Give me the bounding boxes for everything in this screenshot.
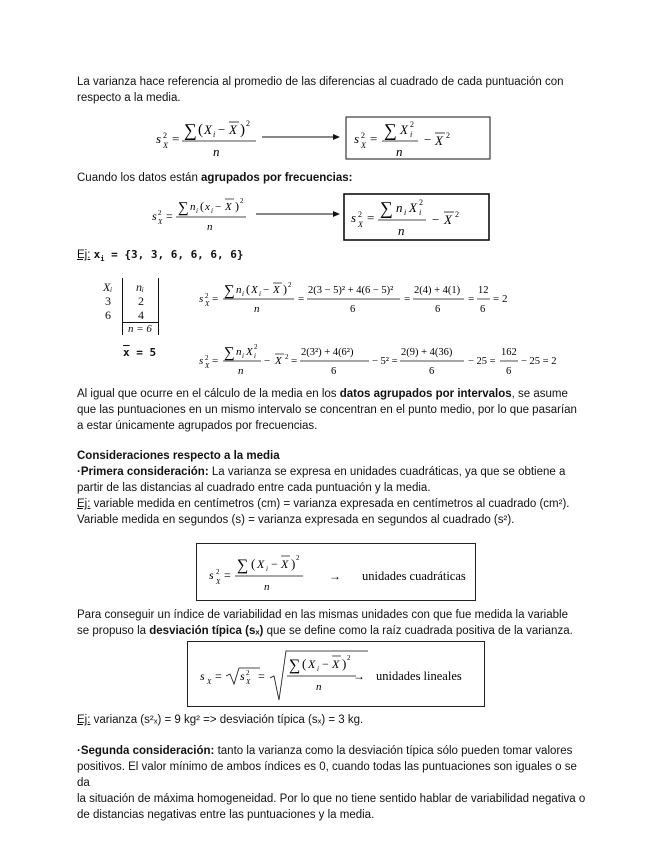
std-dev-box <box>187 641 485 707</box>
svg-text:s: s <box>152 209 157 223</box>
svg-text:2: 2 <box>216 568 220 576</box>
second-consideration-text: tanto la varianza como la desviación típica sólo pueden tomar valores <box>214 745 573 757</box>
intro-line: La varianza hace referencia al promedio de las diferencias al cuadrado de cada puntuación con <box>77 76 564 88</box>
svg-text:2: 2 <box>446 131 450 140</box>
svg-text:X: X <box>246 346 253 358</box>
svg-text:2: 2 <box>455 210 459 219</box>
svg-text:s: s <box>354 131 360 146</box>
mean-result <box>123 346 156 359</box>
svg-text:2: 2 <box>285 353 289 361</box>
example-variable-subscript: i <box>100 255 105 264</box>
svg-text:=: = <box>291 355 298 367</box>
svg-text:=: = <box>258 669 265 683</box>
svg-text:∑: ∑ <box>384 120 397 140</box>
svg-text:−: − <box>432 212 440 227</box>
svg-text:=: = <box>370 131 378 146</box>
example-prefix: Ej: <box>77 498 91 510</box>
svg-text:X: X <box>251 284 258 296</box>
svg-text:−: − <box>271 557 278 571</box>
svg-text:−: − <box>218 122 226 137</box>
example-prefix: Ej: <box>77 249 91 261</box>
svg-text:X: X <box>163 141 168 150</box>
units-linear-label: unidades lineales <box>376 669 462 683</box>
svg-text:i: i <box>404 208 407 217</box>
svg-text:s: s <box>156 131 162 146</box>
svg-text:i: i <box>242 352 244 360</box>
svg-text:X: X <box>275 355 282 367</box>
svg-text:i: i <box>213 130 216 139</box>
svg-text:s: s <box>209 568 214 582</box>
svg-text:−: − <box>322 657 329 671</box>
svg-text:X: X <box>257 557 265 571</box>
std-dev-text-end: que se define como la raíz cuadrada positiva de la varianza. <box>263 625 573 637</box>
svg-text:2: 2 <box>361 131 365 140</box>
svg-text:=: = <box>212 355 219 367</box>
svg-text:n: n <box>207 221 213 233</box>
variance-units-box <box>196 543 476 601</box>
svg-text:2: 2 <box>347 654 351 662</box>
calc2-term: − 5² = <box>372 356 398 367</box>
std-dev-bold: desviación típica (sₓ) <box>149 625 264 637</box>
svg-text:s: s <box>240 669 245 683</box>
svg-text:X: X <box>229 122 237 137</box>
svg-text:X: X <box>358 220 363 229</box>
calc2-result: − 25 = 2 <box>521 356 557 367</box>
calc1-denominator: 6 <box>350 304 356 315</box>
svg-text:X: X <box>400 122 408 137</box>
svg-text:∑: ∑ <box>224 345 235 361</box>
calc1-denominator-3: 6 <box>480 304 486 315</box>
example-seconds-text: Variable medida en segundos (s) = varianza expresada en segundos al cuadrado (s²). <box>77 514 515 526</box>
svg-text:→: → <box>329 569 341 583</box>
svg-text:i: i <box>254 352 256 360</box>
svg-text:n: n <box>238 365 244 377</box>
frequency-table <box>98 278 178 338</box>
svg-text:): ) <box>240 122 245 138</box>
svg-text:=: = <box>367 210 375 225</box>
calc1-numerator: 2(3 − 5)² + 4(6 − 5)² <box>308 285 394 296</box>
svg-text:∑: ∑ <box>184 120 197 140</box>
svg-text:(: ( <box>200 199 204 213</box>
variance-computational-formula <box>354 120 450 159</box>
example-kg-text: varianza (s²ₓ) = 9 kg² => desviación típica (sₓ) = 3 kg. <box>90 714 364 726</box>
variance-definition-formula <box>156 119 256 159</box>
svg-text:n: n <box>254 303 260 315</box>
intervals-text-end: , se asume <box>511 388 568 400</box>
svg-text:n: n <box>236 284 242 296</box>
frequencies-bold: agrupados por frecuencias: <box>201 172 353 184</box>
frequency-variance-formula-figure <box>148 192 578 244</box>
arrow-head <box>333 134 340 140</box>
svg-text:s: s <box>200 669 205 683</box>
intro-paragraph <box>77 74 592 106</box>
svg-text:=: = <box>224 568 231 582</box>
second-consideration-line: de distancias negativas entre las puntuaciones y la media. <box>77 809 375 821</box>
svg-text:−: − <box>264 355 271 367</box>
calc2-denominator: 6 <box>331 366 337 377</box>
calc2-numerator-2: 2(9) + 4(36) <box>401 347 453 358</box>
svg-text:s: s <box>199 293 204 305</box>
calc2-numerator: 2(3²) + 4(6²) <box>301 347 354 358</box>
svg-text:i: i <box>419 208 422 217</box>
svg-text:2: 2 <box>246 669 250 677</box>
arrow-head <box>333 211 340 217</box>
svg-text:): ) <box>235 199 239 213</box>
intervals-text: Al igual que ocurre en el cálculo de la media en los <box>77 388 340 400</box>
example-header <box>77 247 592 267</box>
svg-text:=: = <box>166 209 173 223</box>
units-squared-label: unidades cuadráticas <box>362 569 466 583</box>
svg-text:n: n <box>396 200 403 215</box>
svg-text:2: 2 <box>358 210 362 219</box>
example-prefix: Ej: <box>77 714 91 726</box>
table-total: n = 6 <box>128 323 152 335</box>
svg-text:(: ( <box>302 656 307 671</box>
svg-text:X: X <box>435 133 443 148</box>
svg-text:n: n <box>236 346 242 358</box>
svg-text:(: ( <box>198 122 203 138</box>
considerations-title: Consideraciones respecto a la media <box>77 450 280 462</box>
table-cell-x: 6 <box>105 308 111 322</box>
second-consideration-line: positivos. El valor mínimo de ambos índices es 0, cuando todas las puntuaciones son iguales o se da <box>77 761 577 789</box>
svg-text:X: X <box>207 678 212 686</box>
svg-text:X: X <box>332 657 340 671</box>
calc1-numerator-2: 2(4) + 4(1) <box>414 285 461 296</box>
svg-text:−: − <box>263 284 270 296</box>
first-consideration-label: ·Primera consideración: <box>77 466 209 478</box>
svg-text:∑: ∑ <box>224 283 235 299</box>
svg-text:=: = <box>404 293 411 305</box>
svg-text:i: i <box>266 565 268 573</box>
svg-text:i: i <box>196 207 198 215</box>
svg-text:i: i <box>317 665 319 673</box>
second-consideration <box>77 743 592 823</box>
example-values: = {3, 3, 6, 6, 6, 6} <box>111 248 244 261</box>
svg-text:X: X <box>409 200 417 215</box>
example-cm-text: variable medida en centímetros (cm) = varianza expresada en centímetros al cuadrado (cm²). <box>90 498 570 510</box>
svg-text:−: − <box>215 201 222 213</box>
second-consideration-label: ·Segunda consideración: <box>77 745 215 757</box>
svg-text:2: 2 <box>254 343 258 351</box>
svg-text:X: X <box>205 300 210 308</box>
frequency-computational-formula <box>351 198 459 238</box>
svg-text:2: 2 <box>163 131 167 140</box>
variance-formula-figure <box>150 114 580 164</box>
calc1-numerator-3: 12 <box>478 285 489 296</box>
svg-text:(: ( <box>246 282 250 296</box>
svg-text:X: X <box>225 201 232 213</box>
svg-text:X: X <box>273 284 280 296</box>
svg-text:n: n <box>264 581 270 593</box>
example-kg <box>77 712 592 728</box>
std-dev-text: se propuso la <box>77 625 150 637</box>
frequency-definition-formula <box>152 197 246 233</box>
intervals-paragraph <box>77 386 592 434</box>
mean-symbol: $\overline{x}$ <box>123 346 130 359</box>
svg-text:s: s <box>351 210 357 225</box>
table-header-n: nᵢ <box>136 280 144 294</box>
intervals-line: que las puntuaciones en un mismo intervalo se concentran en el punto medio, por lo que pasarían <box>77 404 577 416</box>
calc2-term-2: − 25 = <box>468 356 496 367</box>
std-dev-line: Para conseguir un índice de variabilidad en las mismas unidades con que fue medida la variable <box>77 609 568 621</box>
calc2-denominator-2: 6 <box>429 366 435 377</box>
svg-text:2: 2 <box>410 120 414 129</box>
considerations-section <box>77 448 592 528</box>
calc2-denominator-3: 6 <box>506 366 512 377</box>
intervals-line: a estar únicamente agrupados por frecuencias. <box>77 420 318 432</box>
svg-text:2: 2 <box>205 354 209 362</box>
frequencies-text: Cuando los datos están <box>77 172 202 184</box>
svg-text:n: n <box>316 681 322 693</box>
svg-text:n: n <box>396 144 403 159</box>
calc2-numerator-3: 162 <box>501 347 517 358</box>
svg-text:X: X <box>308 657 316 671</box>
svg-text:=: = <box>212 293 219 305</box>
svg-text:): ) <box>342 656 347 671</box>
svg-text:X: X <box>361 141 366 150</box>
svg-text:X: X <box>205 362 210 370</box>
first-consideration-line: partir de las distancias al cuadrado entre cada puntuación y la media. <box>77 482 431 494</box>
table-cell-n: 4 <box>138 308 144 322</box>
svg-text:2: 2 <box>419 198 423 207</box>
svg-text:=: = <box>468 293 475 305</box>
svg-text:2: 2 <box>288 281 292 289</box>
svg-text:2: 2 <box>296 554 300 562</box>
svg-text:): ) <box>291 556 296 571</box>
svg-text:i: i <box>410 130 413 139</box>
table-header-x: Xᵢ <box>103 280 113 294</box>
example-calculation-2 <box>196 340 562 380</box>
svg-text:2: 2 <box>240 197 244 205</box>
intervals-bold: datos agrupados por intervalos <box>339 388 512 400</box>
svg-text:∑: ∑ <box>178 200 189 216</box>
first-consideration-text: La varianza se expresa en unidades cuadráticas, ya que se obtiene a <box>208 466 566 478</box>
svg-text:i: i <box>242 290 244 298</box>
svg-text:X: X <box>246 678 251 686</box>
svg-text:X: X <box>281 557 289 571</box>
denominator-n: n <box>213 144 220 159</box>
svg-text:i: i <box>211 207 213 215</box>
svg-text:(: ( <box>251 556 256 571</box>
svg-text:i: i <box>259 290 261 298</box>
svg-text:n: n <box>398 223 405 238</box>
table-cell-x: 3 <box>105 294 111 308</box>
svg-text:s: s <box>199 355 204 367</box>
svg-text:∑: ∑ <box>380 198 393 218</box>
svg-text:=: = <box>215 669 222 683</box>
example-variable: x <box>93 248 101 261</box>
formula-box <box>346 117 490 159</box>
svg-text:n: n <box>190 201 196 213</box>
svg-text:x: x <box>205 201 210 213</box>
svg-text:∑: ∑ <box>237 557 249 574</box>
calc1-result: = 2 <box>493 293 508 305</box>
svg-text:): ) <box>283 282 287 296</box>
calc1-denominator-2: 6 <box>435 304 441 315</box>
frequencies-heading <box>77 170 592 186</box>
second-consideration-line: la situación de máxima homogeneidad. Por lo que no tiene sentido hablar de variabilidad negativa o <box>77 793 586 805</box>
svg-text:=: = <box>298 293 305 305</box>
table-cell-n: 2 <box>138 294 144 308</box>
intro-line: respecto a la media. <box>77 92 181 104</box>
svg-text:2: 2 <box>205 292 209 300</box>
svg-text:2: 2 <box>246 119 250 128</box>
svg-text:2: 2 <box>158 209 162 217</box>
svg-text:→: → <box>353 669 365 683</box>
svg-text:X: X <box>216 578 221 586</box>
svg-text:X: X <box>158 218 163 226</box>
svg-text:∑: ∑ <box>289 657 301 674</box>
svg-text:−: − <box>424 132 432 147</box>
svg-text:X: X <box>444 212 452 227</box>
svg-text:X: X <box>204 122 212 137</box>
std-dev-paragraph <box>77 607 592 639</box>
mean-value: = 5 <box>136 346 157 359</box>
svg-text:=: = <box>172 131 180 146</box>
example-calculation-1 <box>196 278 526 318</box>
